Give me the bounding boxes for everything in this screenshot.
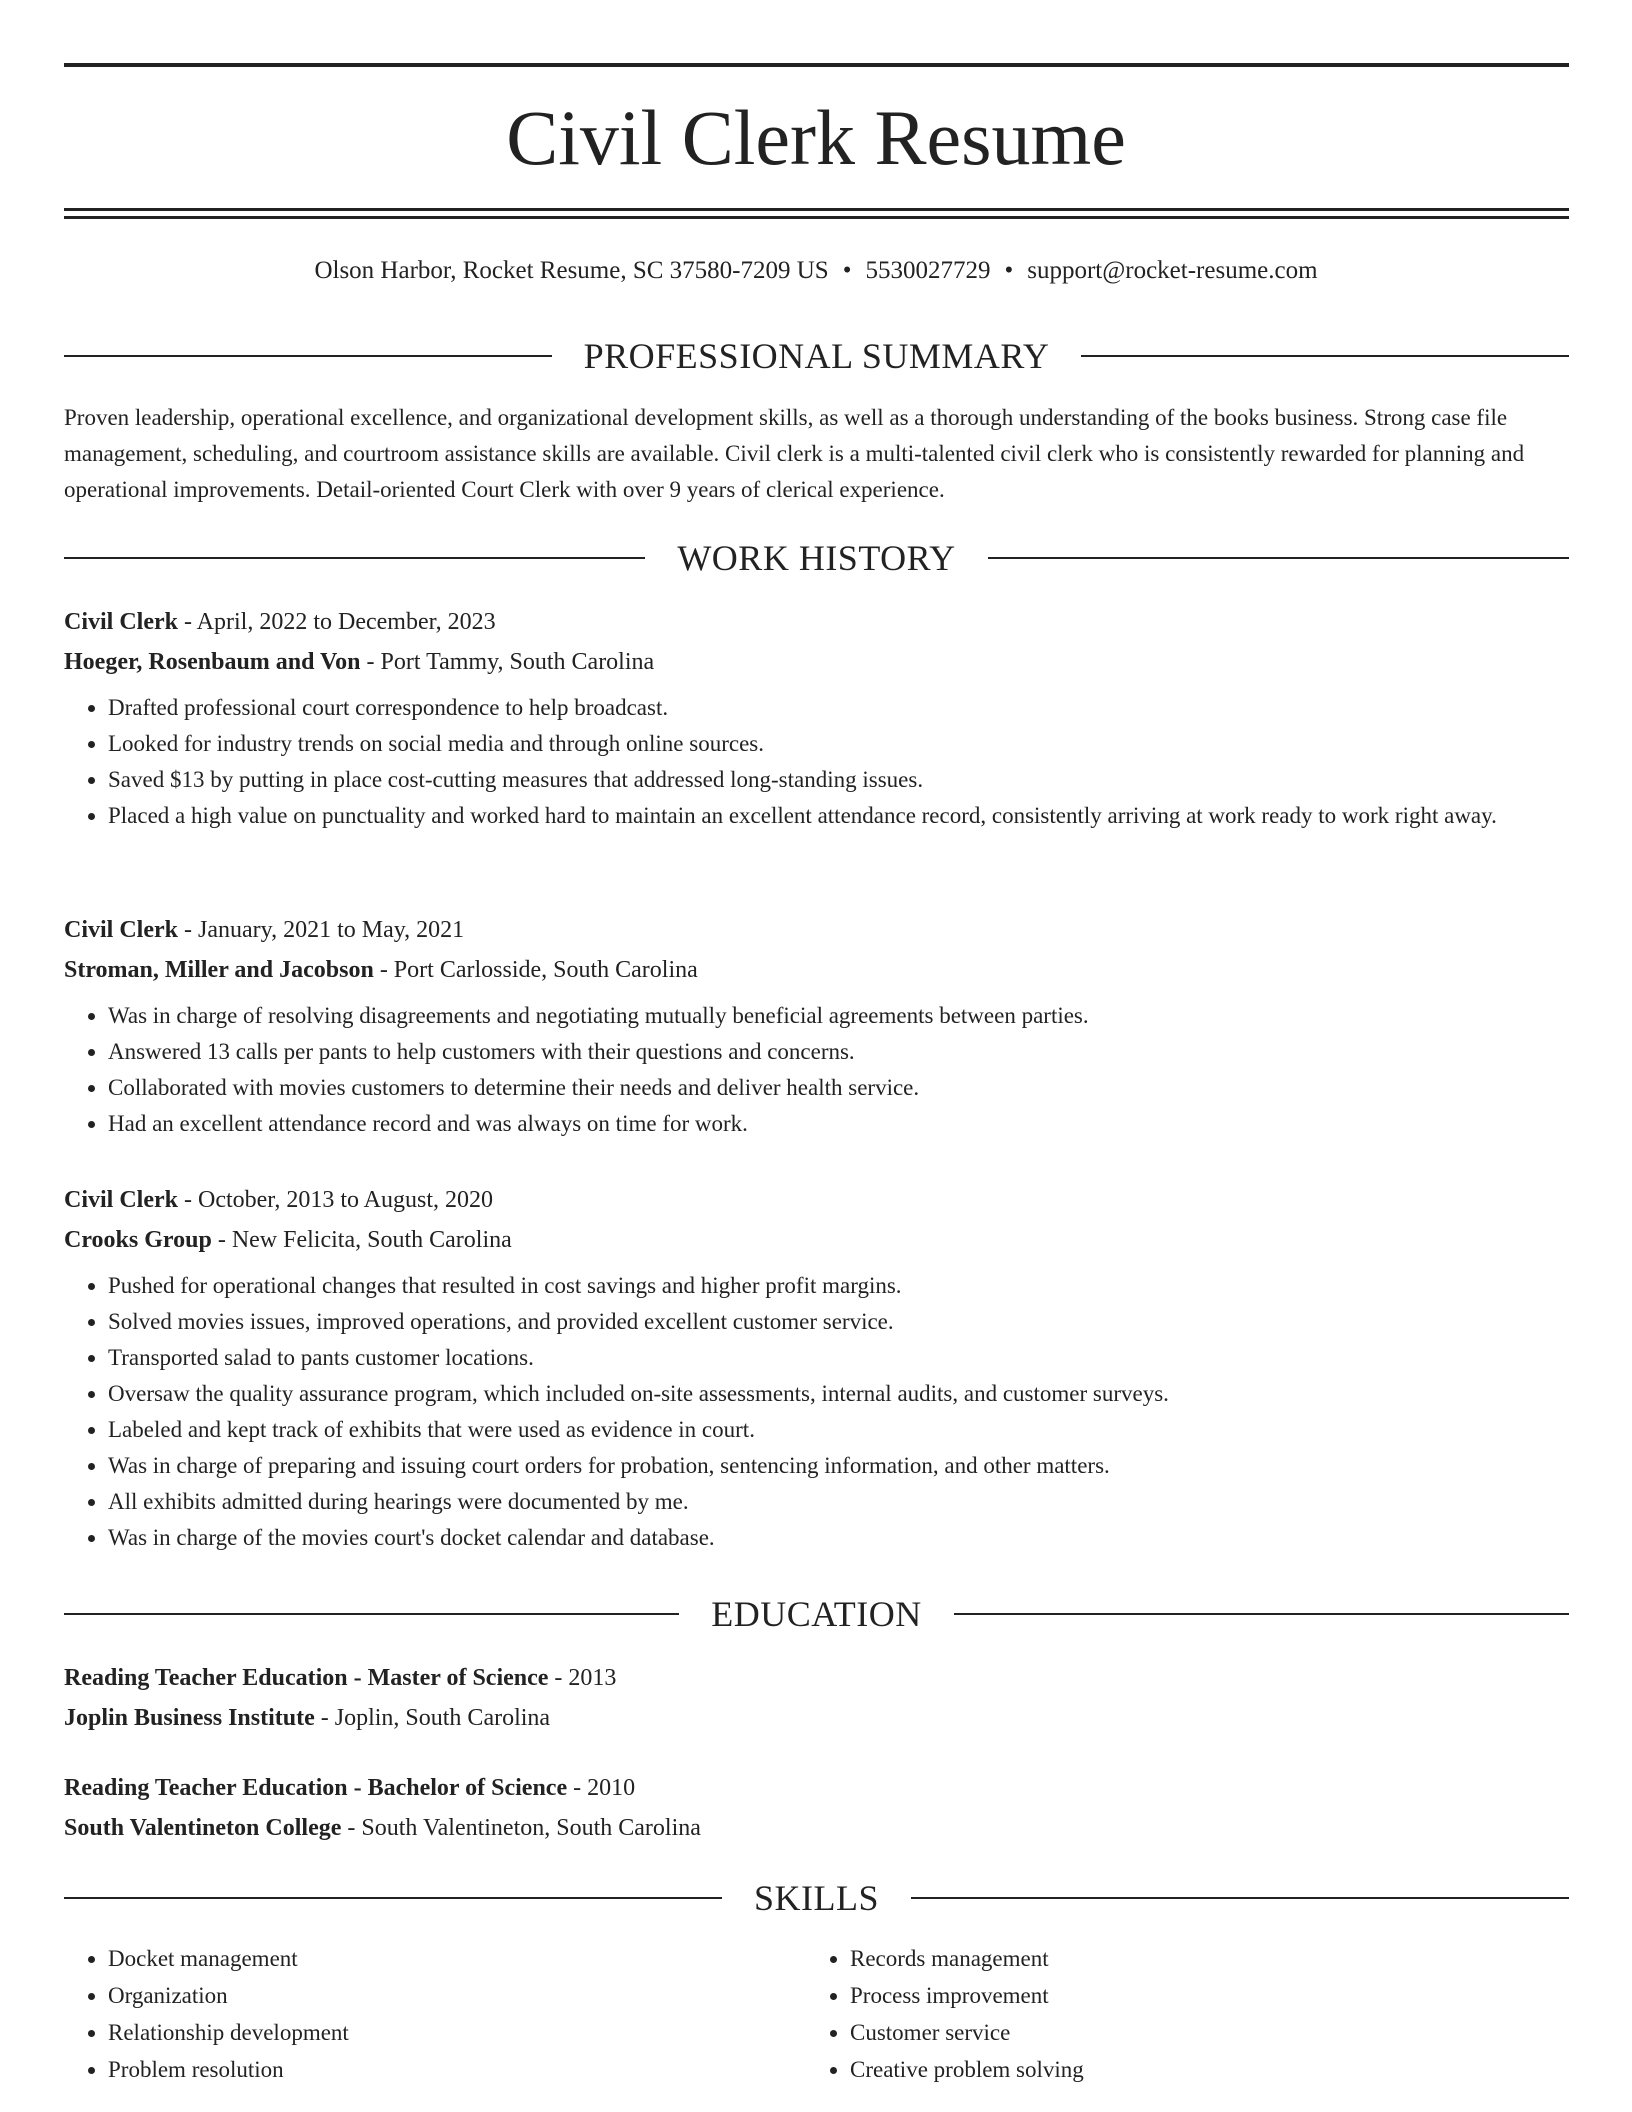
job-entry bbox=[64, 602, 1569, 834]
skills-column-right bbox=[806, 1940, 1506, 2088]
job-employer: Crooks Group bbox=[64, 1227, 212, 1253]
heading-rule bbox=[64, 557, 645, 559]
job-bullet: • Oversaw the quality assurance program, which included on-site assessments, internal audits, and customer surveys. bbox=[108, 1376, 1569, 1412]
heading-rule bbox=[64, 1613, 679, 1615]
job-employer-line bbox=[64, 1220, 1569, 1260]
job-bullet: • Placed a high value on punctuality and worked hard to maintain an excellent attendance record, consistently arriving at work ready to work right away. bbox=[108, 798, 1569, 834]
school-location: - Joplin, South Carolina bbox=[314, 1705, 551, 1731]
degree: Reading Teacher Education - Master of Science bbox=[64, 1665, 549, 1691]
contact-separator: • bbox=[1004, 257, 1014, 284]
job-dates: - October, 2013 to August, 2020 bbox=[178, 1187, 494, 1213]
job-bullet: • Was in charge of the movies court's docket calendar and database. bbox=[108, 1520, 1569, 1556]
job-bullet: • Transported salad to pants customer locations. bbox=[108, 1340, 1569, 1376]
job-employer: Hoeger, Rosenbaum and Von bbox=[64, 649, 361, 675]
contact-email: support@rocket-resume.com bbox=[1027, 257, 1318, 284]
heading-rule bbox=[64, 355, 552, 357]
skill-item: • Customer service bbox=[850, 2014, 1506, 2051]
job-title: Civil Clerk bbox=[64, 609, 178, 635]
page-title: Civil Clerk Resume bbox=[506, 94, 1126, 181]
title-double-rule-lower bbox=[64, 216, 1569, 219]
summary-block bbox=[64, 400, 1569, 508]
skills-list bbox=[64, 1940, 764, 2088]
job-location: - New Felicita, South Carolina bbox=[211, 1227, 512, 1253]
skill-item: • Process improvement bbox=[850, 1977, 1506, 2014]
contact-address: Olson Harbor, Rocket Resume, SC 37580-7209 US bbox=[314, 257, 829, 284]
degree-year: - 2010 bbox=[567, 1775, 636, 1801]
skills-column-left bbox=[64, 1940, 764, 2088]
skill-item: • Docket management bbox=[108, 1940, 764, 1977]
section-heading-education bbox=[64, 1592, 1569, 1636]
contact-separator: • bbox=[842, 257, 852, 284]
section-title: WORK HISTORY bbox=[677, 538, 956, 578]
job-location: - Port Carlosside, South Carolina bbox=[373, 957, 698, 983]
summary-text: Proven leadership, operational excellence, and organizational development skills, as well as a thorough understanding of the books business. Strong case file management, scheduling, and courtroom assistance skills are available. Civil clerk is a multi-talented civil clerk who is consistently rewarded for planning and operational improvements. Detail-oriented Court Clerk with over 9 years of clerical experience. bbox=[64, 405, 1525, 502]
job-entry bbox=[64, 1180, 1569, 1556]
title-double-rule-upper bbox=[64, 208, 1569, 211]
heading-rule bbox=[911, 1897, 1569, 1899]
job-bullet: • Was in charge of resolving disagreements and negotiating mutually beneficial agreements between parties. bbox=[108, 998, 1569, 1034]
heading-rule bbox=[1081, 355, 1569, 357]
job-bullet: • Saved $13 by putting in place cost-cutting measures that addressed long-standing issues. bbox=[108, 762, 1569, 798]
top-rule bbox=[64, 63, 1569, 67]
skill-item: • Problem resolution bbox=[108, 2051, 764, 2088]
job-title-line bbox=[64, 910, 1569, 950]
section-title: SKILLS bbox=[754, 1878, 880, 1918]
school-location: - South Valentineton, South Carolina bbox=[341, 1815, 701, 1841]
job-bullet: • Answered 13 calls per pants to help customers with their questions and concerns. bbox=[108, 1034, 1569, 1070]
job-bullet: • Was in charge of preparing and issuing court orders for probation, sentencing information, and other matters. bbox=[108, 1448, 1569, 1484]
school-line bbox=[64, 1698, 1569, 1738]
skills-list bbox=[806, 1940, 1506, 2088]
job-title: Civil Clerk bbox=[64, 1187, 178, 1213]
degree-line bbox=[64, 1768, 1569, 1808]
section-heading-skills bbox=[64, 1876, 1569, 1920]
job-title-line bbox=[64, 602, 1569, 642]
heading-rule bbox=[954, 1613, 1569, 1615]
job-location: - Port Tammy, South Carolina bbox=[360, 649, 655, 675]
school-line bbox=[64, 1808, 1569, 1848]
job-bullets bbox=[64, 1268, 1569, 1556]
school: Joplin Business Institute bbox=[64, 1705, 315, 1731]
heading-rule bbox=[64, 1897, 722, 1899]
job-entry bbox=[64, 910, 1569, 1142]
job-dates: - April, 2022 to December, 2023 bbox=[178, 609, 496, 635]
skill-item: • Relationship development bbox=[108, 2014, 764, 2051]
job-bullet: • Collaborated with movies customers to determine their needs and deliver health service. bbox=[108, 1070, 1569, 1106]
job-employer-line bbox=[64, 950, 1569, 990]
degree: Reading Teacher Education - Bachelor of Science bbox=[64, 1775, 568, 1801]
education-entry bbox=[64, 1658, 1569, 1738]
skill-item: • Records management bbox=[850, 1940, 1506, 1977]
job-title-line bbox=[64, 1180, 1569, 1220]
job-bullet: • Looked for industry trends on social media and through online sources. bbox=[108, 726, 1569, 762]
section-title: EDUCATION bbox=[711, 1594, 922, 1634]
job-bullet: • Pushed for operational changes that resulted in cost savings and higher profit margins. bbox=[108, 1268, 1569, 1304]
skill-item: • Organization bbox=[108, 1977, 764, 2014]
job-bullet: • Solved movies issues, improved operations, and provided excellent customer service. bbox=[108, 1304, 1569, 1340]
job-bullet: • Labeled and kept track of exhibits that were used as evidence in court. bbox=[108, 1412, 1569, 1448]
job-bullets bbox=[64, 690, 1569, 834]
degree-year: - 2013 bbox=[548, 1665, 617, 1691]
section-heading-summary bbox=[64, 334, 1569, 378]
job-employer: Stroman, Miller and Jacobson bbox=[64, 957, 374, 983]
education-entry bbox=[64, 1768, 1569, 1848]
job-bullet: • All exhibits admitted during hearings were documented by me. bbox=[108, 1484, 1569, 1520]
job-bullet: • Had an excellent attendance record and was always on time for work. bbox=[108, 1106, 1569, 1142]
degree-line bbox=[64, 1658, 1569, 1698]
job-title: Civil Clerk bbox=[64, 917, 178, 943]
job-bullet: • Drafted professional court correspondence to help broadcast. bbox=[108, 690, 1569, 726]
skill-item: • Creative problem solving bbox=[850, 2051, 1506, 2088]
contact-line bbox=[0, 256, 1632, 286]
job-bullets bbox=[64, 998, 1569, 1142]
heading-rule bbox=[988, 557, 1569, 559]
contact-phone: 5530027729 bbox=[865, 257, 991, 284]
job-dates: - January, 2021 to May, 2021 bbox=[178, 917, 465, 943]
job-employer-line bbox=[64, 642, 1569, 682]
school: South Valentineton College bbox=[64, 1815, 342, 1841]
section-heading-work-history bbox=[64, 536, 1569, 580]
section-title: PROFESSIONAL SUMMARY bbox=[583, 336, 1050, 376]
